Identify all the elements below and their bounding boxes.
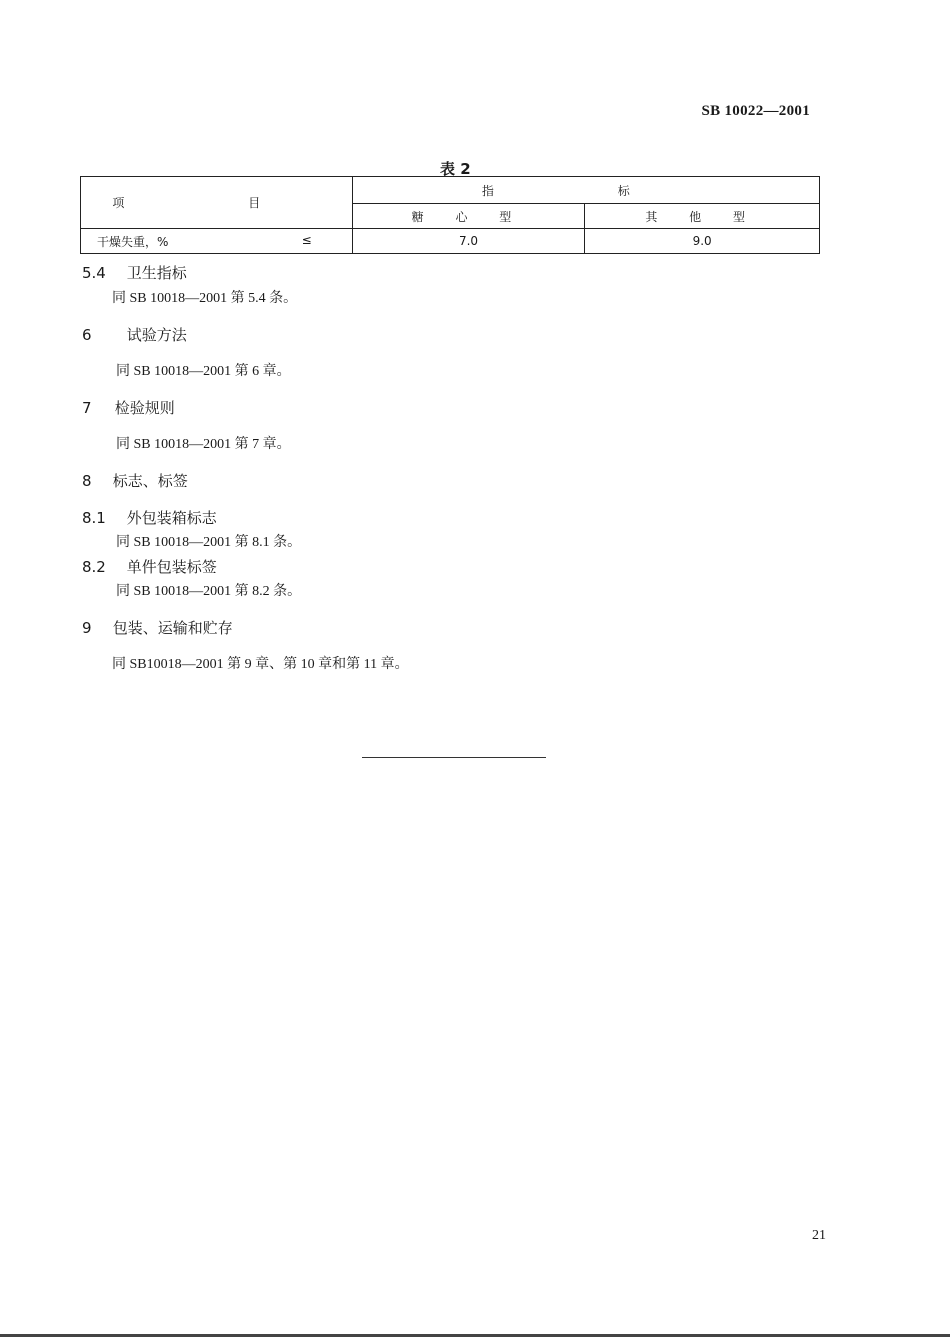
section-number: 5.4 <box>82 264 106 282</box>
table-header-type-b: 其 他 型 <box>585 204 820 229</box>
section-title: 检验规则 <box>114 399 175 417</box>
section-7-text: 同 SB 10018—2001 第 7 章。 <box>116 437 291 452</box>
document-code: SB 10022—2001 <box>701 103 810 119</box>
table-header-item: 项 目 <box>81 177 353 229</box>
section-5-4-heading <box>82 262 187 283</box>
section-title: 单件包装标签 <box>126 558 217 576</box>
section-8-1-text: 同 SB 10018—2001 第 8.1 条。 <box>116 535 302 550</box>
section-number: 8.2 <box>82 558 106 576</box>
section-number: 6 <box>82 326 92 344</box>
section-9-text: 同 SB10018—2001 第 9 章、第 10 章和第 11 章。 <box>112 657 409 672</box>
section-8-2-heading <box>82 556 217 577</box>
section-number: 7 <box>82 399 92 417</box>
section-number: 8.1 <box>82 509 106 527</box>
section-title: 外包装箱标志 <box>126 509 217 527</box>
end-rule <box>362 757 546 758</box>
spec-table <box>80 176 820 254</box>
section-8-1-heading <box>82 507 217 528</box>
section-8-heading <box>82 470 188 491</box>
table-row-label-cell <box>81 229 353 254</box>
row-value-type-b: 9.0 <box>585 229 820 254</box>
table-row <box>81 229 820 254</box>
row-item-label: 干燥失重，% <box>97 234 169 249</box>
section-9-heading <box>82 617 233 638</box>
section-title: 卫生指标 <box>126 264 187 282</box>
section-title: 标志、标签 <box>112 472 188 490</box>
section-number: 8 <box>82 472 92 490</box>
section-8-2-text: 同 SB 10018—2001 第 8.2 条。 <box>116 584 302 599</box>
page-number: 21 <box>812 1228 826 1243</box>
section-6-text: 同 SB 10018—2001 第 6 章。 <box>116 364 291 379</box>
section-title: 包装、运输和贮存 <box>112 619 233 637</box>
row-value-type-a: 7.0 <box>352 229 585 254</box>
section-number: 9 <box>82 619 92 637</box>
section-6-heading <box>82 324 187 345</box>
table-header-type-a: 糖 心 型 <box>352 204 585 229</box>
section-5-4-text: 同 SB 10018—2001 第 5.4 条。 <box>112 291 298 306</box>
row-operator: ≤ <box>301 233 312 247</box>
section-title: 试验方法 <box>126 326 187 344</box>
table-caption: 表 2 <box>440 160 471 178</box>
table-header-index: 指 标 <box>352 177 819 204</box>
section-7-heading <box>82 397 175 418</box>
